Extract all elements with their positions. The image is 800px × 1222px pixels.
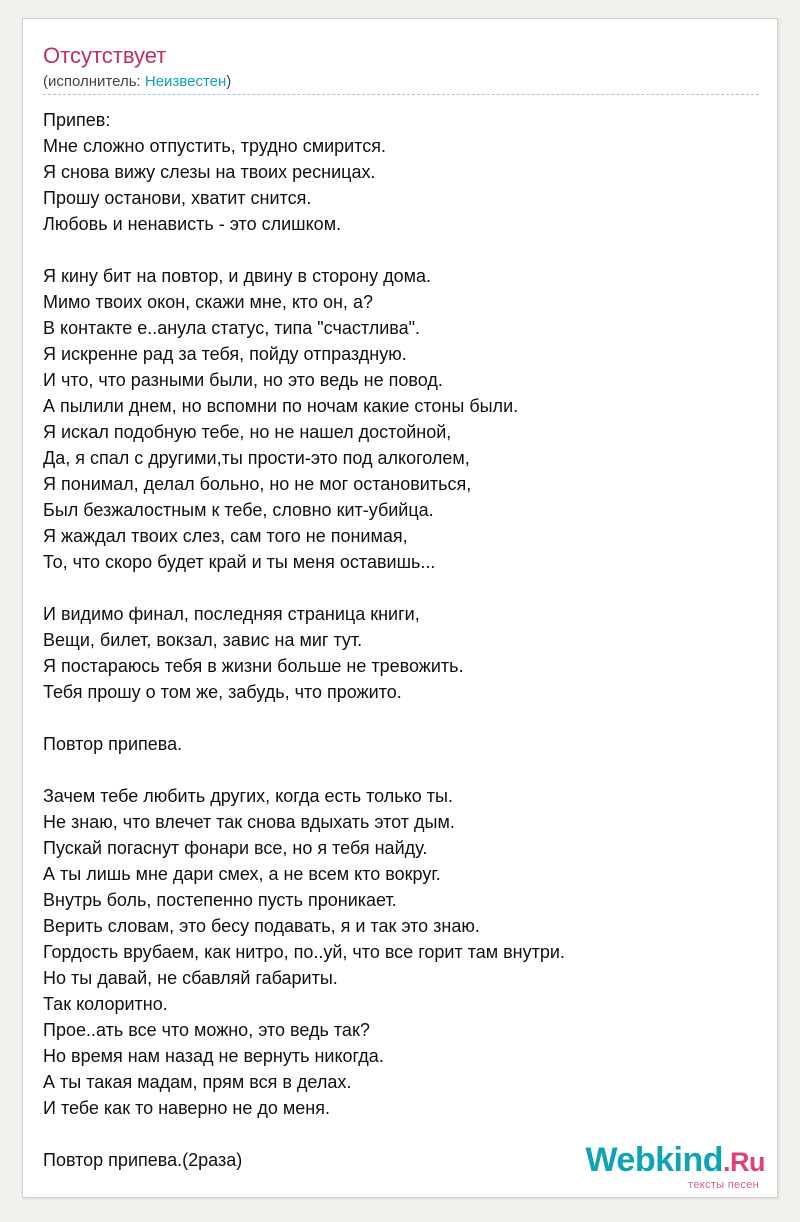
lyrics-line: Не знаю, что влечет так снова вдыхать этот дым. bbox=[43, 812, 455, 832]
lyrics-line: А ты такая мадам, прям вся в делах. bbox=[43, 1072, 352, 1092]
lyrics-stanza bbox=[43, 601, 757, 705]
song-title: Отсутствует bbox=[43, 43, 167, 68]
lyrics-line: Так колоритно. bbox=[43, 994, 168, 1014]
lyrics-line: Но время нам назад не вернуть никогда. bbox=[43, 1046, 384, 1066]
logo-tagline: тексты песен bbox=[688, 1179, 759, 1191]
lyrics-line: В контакте е..анула статус, типа "счастлива". bbox=[43, 318, 421, 338]
lyrics-line: Я искал подобную тебе, но не нашел достойной, bbox=[43, 422, 452, 442]
artist-line bbox=[43, 72, 231, 92]
logo-wordmark bbox=[585, 1141, 765, 1181]
lyrics-line: Верить словам, это бесу подавать, я и так это знаю. bbox=[43, 916, 480, 936]
logo-brand: Webkind bbox=[585, 1141, 723, 1179]
lyrics-line: Внутрь боль, постепенно пусть проникает. bbox=[43, 890, 397, 910]
lyrics-card bbox=[22, 18, 778, 1198]
lyrics-line: И что, что разными были, но это ведь не повод. bbox=[43, 370, 443, 390]
lyrics-line: Я жаждал твоих слез, сам того не понимая, bbox=[43, 526, 408, 546]
lyrics-line: Прое..ать все что можно, это ведь так? bbox=[43, 1020, 370, 1040]
lyrics-stanza bbox=[43, 783, 757, 1121]
lyrics-line: Прошу останови, хватит снится. bbox=[43, 188, 312, 208]
lyrics-line: Гордость врубаем, как нитро, по..уй, что все горит там внутри. bbox=[43, 942, 565, 962]
lyrics-line: Мне сложно отпустить, трудно смирится. bbox=[43, 136, 386, 156]
lyrics-line: Вещи, билет, вокзал, завис на миг тут. bbox=[43, 630, 363, 650]
lyrics-line: И видимо финал, последняя страница книги, bbox=[43, 604, 420, 624]
lyrics-line: Я кину бит на повтор, и двину в сторону дома. bbox=[43, 266, 432, 286]
lyrics-stanza bbox=[43, 263, 757, 575]
lyrics-line: Припев: bbox=[43, 110, 111, 130]
artist-link[interactable]: Неизвестен bbox=[144, 73, 227, 90]
lyrics-line: А пылили днем, но вспомни по ночам какие стоны были. bbox=[43, 396, 519, 416]
lyrics-line: И тебе как то наверно не до меня. bbox=[43, 1098, 330, 1118]
lyrics-line: Был безжалостным к тебе, словно кит-убийца. bbox=[43, 500, 434, 520]
lyrics-stanza bbox=[43, 731, 757, 757]
header-divider bbox=[43, 94, 759, 95]
lyrics-stanza bbox=[43, 107, 757, 237]
lyrics-line: Я понимал, делал больно, но не мог остановиться, bbox=[43, 474, 472, 494]
lyrics-line: Я искренне рад за тебя, пойду отпраздную. bbox=[43, 344, 407, 364]
lyrics-line: Да, я спал с другими,ты прости-это под алкоголем, bbox=[43, 448, 470, 468]
lyrics-line: То, что скоро будет край и ты меня оставишь... bbox=[43, 552, 436, 572]
lyrics-line: Я снова вижу слезы на твоих ресницах. bbox=[43, 162, 376, 182]
lyrics-line: Любовь и ненависть - это слишком. bbox=[43, 214, 342, 234]
lyrics-line: Я постараюсь тебя в жизни больше не тревожить. bbox=[43, 656, 464, 676]
lyrics-line: Зачем тебе любить других, когда есть только ты. bbox=[43, 786, 453, 806]
logo-tld: .Ru bbox=[723, 1147, 765, 1177]
lyrics-line: Пускай погаснут фонари все, но я тебя найду. bbox=[43, 838, 428, 858]
lyrics-line: Повтор припева. bbox=[43, 734, 183, 754]
lyrics-line: Но ты давай, не сбавляй габариты. bbox=[43, 968, 338, 988]
artist-suffix: ) bbox=[226, 73, 232, 90]
lyrics-text bbox=[43, 107, 757, 1199]
lyrics-line: Тебя прошу о том же, забудь, что прожито. bbox=[43, 682, 402, 702]
lyrics-line: Повтор припева.(2раза) bbox=[43, 1150, 243, 1170]
artist-prefix: (исполнитель: bbox=[43, 73, 145, 90]
lyrics-line: Мимо твоих окон, скажи мне, кто он, а? bbox=[43, 292, 373, 312]
site-logo[interactable] bbox=[569, 1141, 769, 1189]
lyrics-line: А ты лишь мне дари смех, а не всем кто вокруг. bbox=[43, 864, 441, 884]
